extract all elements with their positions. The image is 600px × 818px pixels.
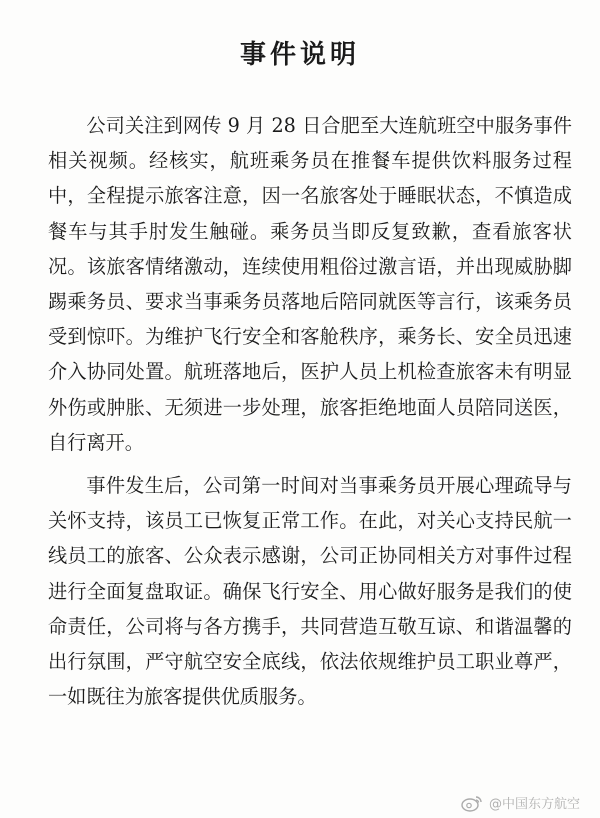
document-body bbox=[48, 108, 572, 722]
watermark-text: @中国东方航空 bbox=[488, 797, 580, 812]
weibo-icon bbox=[461, 794, 483, 812]
paragraph-2: 事件发生后，公司第一时间对当事乘务员开展心理疏导与关怀支持，该员工已恢复正常工作。在此，对关心支持民航一线员工的旅客、公众表示感谢，公司正协同相关方对事件过程进行全面复盘取证。确保飞行安全、用心做好服务是我们的使命责任，公司将与各方携手，共同营造互敬互谅、和谐温馨的出行氛围，严守航空安全底线，依法依规维护员工职业尊严，一如既往为旅客提供优质服务。 bbox=[48, 474, 572, 709]
weibo-watermark bbox=[461, 793, 580, 812]
paragraph-1: 公司关注到网传 9 月 28 日合肥至大连航班空中服务事件相关视频。经核实，航班乘务员在推餐车提供饮料服务过程中，全程提示旅客注意，因一名旅客处于睡眠状态，不慎造成餐车与其手肘发生触碰。乘务员当即反复致歉，查看旅客状况。该旅客情绪激动，连续使用粗俗过激言语，并出现威胁脚踢乘务员、要求当事乘务员落地后陪同就医等言行，该乘务员受到惊吓。为维护飞行安全和客舱秩序，乘务长、安全员迅速介入协同处置。航班落地后，医护人员上机检查旅客未有明显外伤或肿胀、无须进一步处理，旅客拒绝地面人员陪同送医，自行离开。 bbox=[48, 114, 572, 454]
document-title: 事件说明 bbox=[239, 40, 360, 70]
